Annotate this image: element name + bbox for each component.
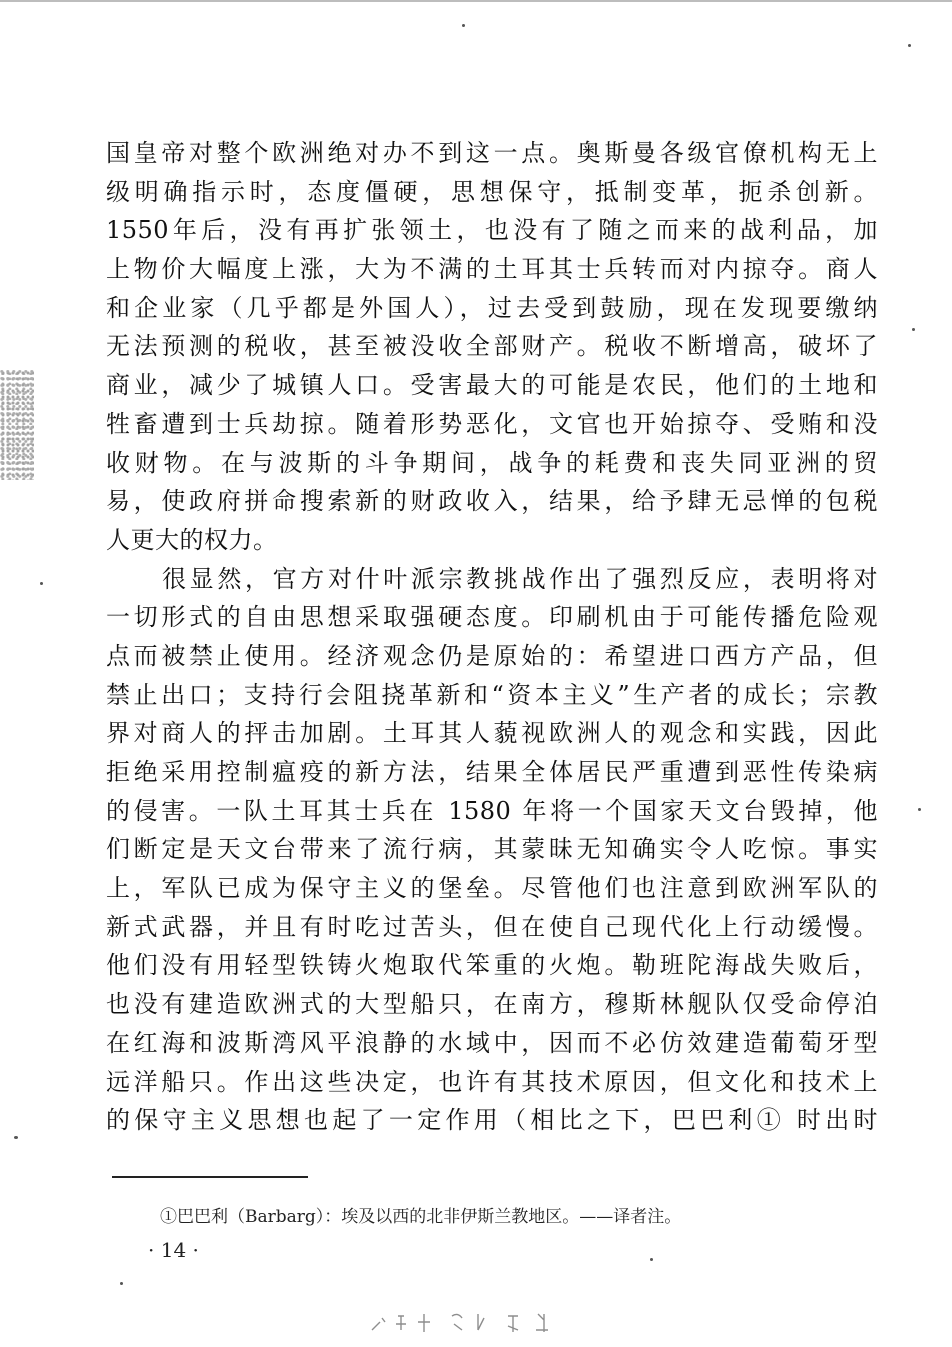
scan-speck: [918, 808, 921, 811]
scan-speck: [908, 44, 911, 47]
text-line-8: 牲畜遭到士兵劫掠。随着形势恶化，文官也开始掠夺、受贿和没: [106, 409, 878, 438]
scan-noise-mark: [0, 370, 34, 480]
text-line-23: 也没有建造欧洲式的大型船只，在南方，穆斯林舰队仅受命停泊: [106, 990, 878, 1019]
text-line-19: 们断定是天文台带来了流行病，其蒙昧无知确实令人吃惊。事实: [106, 835, 878, 864]
scan-speck: [912, 328, 915, 331]
text-line-16: 界对商人的抨击加剧。土耳其人藐视欧洲人的观念和实践，因此: [106, 719, 878, 748]
scan-top-edge: [0, 0, 952, 2]
text-line-21: 新式武器，并且有时吃过苦头，但在使自己现代化上行动缓慢。: [106, 912, 878, 941]
scan-speck: [14, 1136, 18, 1139]
scan-speck: [462, 24, 465, 27]
text-line-25: 远洋船只。作出这些决定，也许有其技术原因，但文化和技术上: [106, 1067, 878, 1096]
text-line-4: 上物价大幅度上涨，大为不满的土耳其士兵转而对内掠夺。商人: [106, 255, 878, 284]
text-line-7: 商业，减少了城镇人口。受害最大的可能是农民，他们的土地和: [106, 371, 878, 400]
text-line-26: 的保守主义思想也起了一定作用（相比之下，巴巴利① 时出时: [106, 1106, 878, 1135]
faded-stamp-mark: [368, 1308, 568, 1338]
text-line-13: 一切形式的自由思想采取强硬态度。印刷机由于可能传播危险观: [106, 603, 878, 632]
text-line-12: 很显然，官方对什叶派宗教挑战作出了强烈反应，表明将对: [162, 564, 878, 593]
text-line-24: 在红海和波斯湾风平浪静的水域中，因而不必仿效建造葡萄牙型: [106, 1028, 878, 1057]
scan-speck: [650, 1258, 653, 1261]
page-number: · 14 ·: [148, 1238, 199, 1262]
footnote: ①巴巴利（Barbarg）：埃及以西的北非伊斯兰教地区。——译者注。: [160, 1207, 682, 1227]
text-line-1: 国皇帝对整个欧洲绝对办不到这一点。奥斯曼各级官僚机构无上: [106, 139, 878, 167]
text-line-5: 和企业家（几乎都是外国人），过去受到鼓励，现在发现要缴纳: [106, 293, 878, 322]
scan-speck: [40, 582, 43, 585]
text-line-14: 点而被禁止使用。经济观念仍是原始的：希望进口西方产品，但: [106, 641, 878, 670]
body-text: [106, 134, 878, 1140]
text-line-9: 收财物。在与波斯的斗争期间，战争的耗费和丧失同亚洲的贸: [106, 448, 878, 477]
text-line-15: 禁止出口；支持行会阻挠革新和“资本主义”生产者的成长；宗教: [106, 680, 878, 709]
text-line-17: 拒绝采用控制瘟疫的新方法，结果全体居民严重遭到恶性传染病: [106, 758, 878, 786]
text-line-10: 易，使政府拼命搜索新的财政收入，结果，给予肆无忌惮的包税: [106, 487, 878, 516]
footnote-divider: [112, 1176, 308, 1178]
text-line-2: 级明确指示时，态度僵硬，思想保守，抵制变革，扼杀创新。: [106, 177, 878, 206]
text-line-20: 上，军队已成为保守主义的堡垒。尽管他们也注意到欧洲军队的: [106, 874, 878, 903]
text-line-11: 人更大的权力。: [106, 525, 278, 554]
scan-speck: [120, 1282, 123, 1285]
text-line-18: 的侵害。一队土耳其士兵在 1580 年将一个国家天文台毁掉，他: [106, 796, 878, 825]
text-line-22: 他们没有用轻型铁铸火炮取代笨重的火炮。勒班陀海战失败后，: [106, 951, 878, 980]
text-line-6: 无法预测的税收，甚至被没收全部财产。税收不断增高，破坏了: [106, 332, 878, 361]
text-line-3: 1550年后，没有再扩张领土，也没有了随之而来的战利品，加: [106, 216, 878, 245]
